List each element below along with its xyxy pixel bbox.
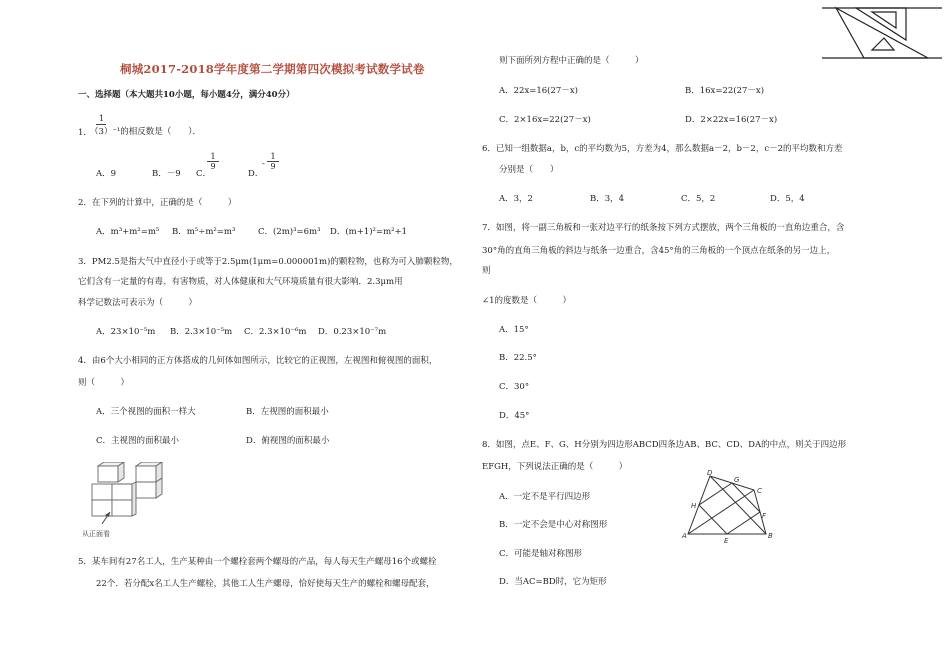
q6-option-b: B．3，4 — [590, 194, 625, 204]
q4-line-2: 则（ ） — [78, 378, 130, 388]
q4-line-1: 4．由6个大小相同的正方体搭成的几何体如图所示，比较它的正视图，左视图和俯视图的面积， — [78, 356, 438, 366]
q3-option-d: D．0.23×10⁻⁷m — [318, 327, 387, 337]
q1-option-d-label: D． — [248, 169, 264, 179]
q7-option-d: D．45° — [499, 411, 530, 421]
q2-option-d: D．(m+1)²=m²+1 — [330, 227, 408, 237]
q6-option-d: D．5，4 — [770, 194, 805, 204]
q2-option-a: A．m³+m²=m⁵ — [96, 227, 160, 237]
label-g: G — [734, 476, 740, 484]
label-h: H — [691, 502, 697, 510]
q6-line-1: 6．已知一组数据a，b，c的平均数为5，方差为4，那么数据a－2，b－2，c－2的平均数和方差 — [482, 144, 843, 154]
q6-option-a: A．3，2 — [499, 194, 533, 204]
label-f: F — [762, 512, 767, 520]
q1-option-d-fraction: $\frac{1}{9}$ — [267, 152, 279, 171]
label-e: E — [724, 537, 729, 544]
q5-option-d: D．2×22x=16(27－x) — [685, 115, 778, 125]
q3-line-2: 它们含有一定量的有毒、有害物质，对人体健康和大气环境质量有很大影响．2.3μm用 — [78, 277, 403, 287]
q8-option-a: A．一定不是平行四边形 — [499, 492, 591, 502]
q1-option-c-label: C． — [196, 169, 212, 179]
q5-line-1: 5．某车间有27名工人，生产某种由一个螺栓套两个螺母的产品，每人每天生产螺母16个或螺栓 — [78, 557, 437, 567]
quadrilateral-figure — [678, 468, 782, 544]
label-d: D — [707, 469, 713, 477]
q7-option-c: C．30° — [499, 382, 530, 392]
triangle-rulers-figure — [818, 0, 946, 68]
q7-line-4: ∠1的度数是（ ） — [482, 296, 572, 306]
q3-option-a: A．23×10⁻⁵m — [96, 327, 156, 337]
q8-option-c: C．可能是轴对称图形 — [499, 549, 583, 559]
q4-option-b: B．左视图的面积最小 — [246, 407, 329, 417]
q7-line-1: 7．如图，将一副三角板和一张对边平行的纸条按下列方式摆放，两个三角板的一直角边重合，含 — [482, 223, 845, 233]
q1-option-b: B．－9 — [152, 169, 181, 179]
q8-option-d: D．当AC=BD时，它为矩形 — [499, 577, 607, 587]
page-title: 桐城2017-2018学年度第二学期第四次模拟考试数学试卷 — [120, 62, 425, 76]
q5-option-c: C．2×16x=22(27－x) — [499, 115, 591, 125]
q7-line-2: 30°角的直角三角板的斜边与纸条一边重合，含45°角的三角板的一个顶点在纸条的另一边上， — [482, 246, 836, 256]
q6-line-2: 分别是（ ） — [499, 165, 559, 175]
label-a: A — [682, 532, 687, 540]
label-c: C — [757, 487, 762, 495]
q5-line-3: 则下面所列方程中正确的是（ ） — [499, 56, 644, 66]
q1-stem: （3）⁻¹的相反数是（ ）． — [90, 127, 202, 137]
q1-option-c-fraction: $\frac{1}{9}$ — [207, 152, 219, 171]
q8-line-1: 8．如图，点E、F、G、H分别为四边形ABCD四条边AB、BC、CD、DA的中点，则关于四边形 — [482, 440, 847, 450]
q4-option-c: C．主视图的面积最小 — [96, 436, 180, 446]
q7-option-a: A．15° — [499, 325, 529, 335]
q4-option-d: D．俯视图的面积最小 — [246, 436, 330, 446]
q3-line-3: 科学记数法可表示为（ ） — [78, 298, 198, 308]
q1-option-a: A．9 — [96, 169, 117, 179]
q8-line-2: EFGH，下列说法正确的是（ ） — [482, 462, 628, 472]
figure-caption: 从正面看 — [82, 530, 110, 538]
q7-line-3: 则 — [482, 266, 491, 276]
q2-stem: 2．在下列的计算中，正确的是（ ） — [78, 198, 237, 208]
label-b: B — [768, 532, 773, 540]
section-heading: 一、选择题（本大题共10小题，每小题4分，满分40分） — [78, 90, 295, 100]
q8-option-b: B．一定不会是中心对称图形 — [499, 520, 608, 530]
q3-option-b: B．2.3×10⁻⁵m — [170, 327, 233, 337]
q1-fraction-bar — [96, 124, 106, 125]
q7-option-b: B．22.5° — [499, 353, 537, 363]
q5-option-a: A．22x=16(27－x) — [499, 86, 578, 96]
q6-option-c: C．5，2 — [681, 194, 716, 204]
q1-fraction-numerator: 1 — [99, 114, 105, 123]
q2-option-b: B．m⁵÷m²=m³ — [172, 227, 236, 237]
q5-line-2: 22个．若分配x名工人生产螺栓，其他工人生产螺母，恰好使每天生产的螺栓和螺母配套， — [96, 579, 435, 589]
q2-option-c: C．(2m)³=6m³ — [258, 227, 321, 237]
q3-option-c: C．2.3×10⁻⁶m — [244, 327, 307, 337]
q1-prefix: 1． — [78, 128, 92, 138]
q4-option-a: A．三个视图的面积一样大 — [96, 407, 196, 417]
cube-stack-figure — [80, 462, 176, 540]
q3-line-1: 3．PM2.5是指大气中直径小于或等于2.5μm(1μm=0.000001m)的颗粒物，也称为可入肺颗粒物， — [78, 257, 458, 267]
q5-option-b: B．16x=22(27－x) — [685, 86, 765, 96]
